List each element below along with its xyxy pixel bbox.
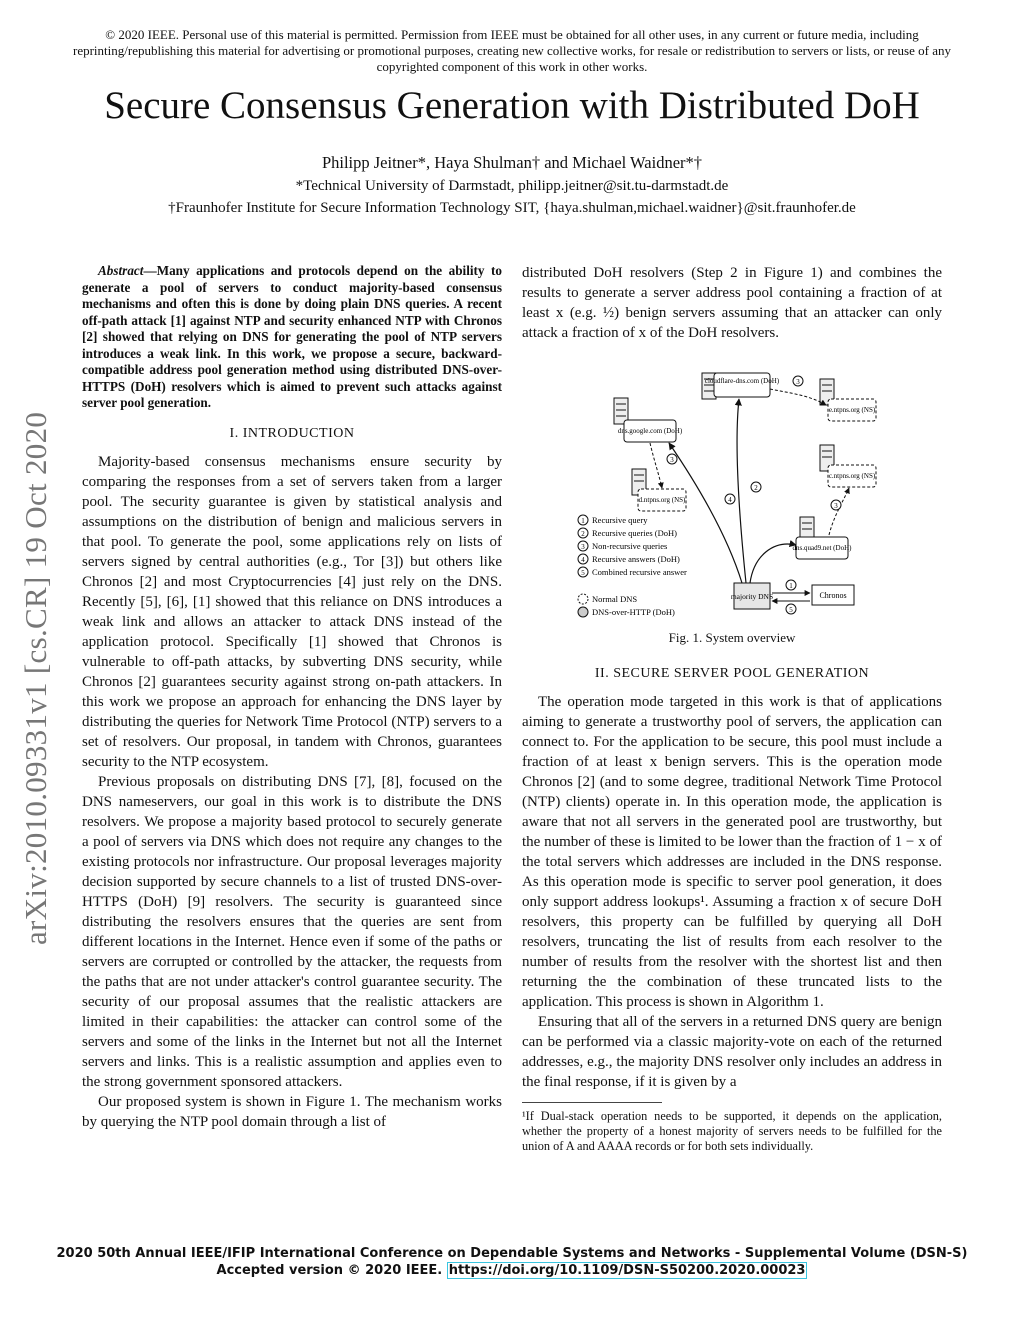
right-paragraph-1: distributed DoH resolvers (Step 2 in Figure 1) and combines the results to generate a server address pool containing a fraction of at least x (e.g. ½) benign servers assuming that an attacker can only attack a fraction of x of the DoH resolvers. (522, 265, 942, 341)
abstract-label: Abstract (98, 263, 144, 278)
section-2-heading: II. SECURE SERVER POOL GENERATION (594, 666, 870, 681)
conference-footer (0, 1245, 1024, 1279)
intro-paragraph-3: Our proposed system is shown in Figure 1. The mechanism works by querying the NTP pool domain through a list of (82, 1093, 502, 1130)
legend-item-3 (578, 541, 667, 551)
svg-text:4: 4 (581, 556, 585, 564)
figure-caption: Fig. 1. System overview (668, 630, 796, 645)
node-c-ntp-label: c.ntpns.org (NS) (828, 472, 876, 480)
legend (578, 515, 687, 617)
step-label-4 (725, 494, 735, 504)
node-chronos-label: Chronos (819, 591, 847, 600)
svg-text:3: 3 (834, 502, 838, 510)
svg-text:5: 5 (581, 569, 585, 577)
paper-title: Secure Consensus Generation with Distributed DoH (104, 84, 920, 127)
intro-paragraph-2: Previous proposals on distributing DNS [7], [8], focused on the DNS nameservers, our goal in this work is to distribute the DNS resolvers. We propose a majority based protocol to securely generate a pool of servers via DNS which does not require any changes to the existing protocols nor infrastructure. Our proposal leverages majority decision supported by secure channels to a list of trusted DNS-over-HTTPS (DoH) [9] resolvers. The security is guaranteed since distributing the resolvers ensures that the queries are sent from different locations in the Internet. Hence even if some of the paths or servers are corrupted or controlled by the attacker, the requests from the paths that are not under attacker's control guarantee security. The security of our proposal assumes that the realistic attackers are limited in their capabilities: the attacker can control some of the servers and some of the links in the Internet but not all the Internet servers and links. This is a realistic assumption and applies even to the strong government sponsored attackers. (82, 773, 502, 1090)
step-label-3b (667, 454, 677, 464)
step-label-3c (831, 500, 841, 510)
legend-normal-dns (578, 594, 637, 604)
doi-link[interactable]: https://doi.org/10.1109/DSN-S50200.2020.00023 (448, 1263, 806, 1278)
legend-item-2 (578, 528, 677, 538)
arrow-to-cloudflare (737, 399, 746, 583)
sec2-paragraph-2: Ensuring that all of the servers in a returned DNS query are benign can be performed via a classic majority-vote on each of the returned addresses, e.g., the majority DNS resolver only includes an address in the final response, if it is given by a (522, 1014, 942, 1090)
svg-text:1: 1 (581, 517, 585, 525)
step-label-5 (786, 604, 796, 614)
node-d-ntp-label: d.ntpns.org (NS) (638, 496, 686, 504)
arrow-cloudflare-to-e (770, 389, 826, 405)
step-label-3a (793, 376, 803, 386)
svg-text:Recursive query: Recursive query (592, 515, 648, 525)
arrow-google-to-d (650, 443, 662, 488)
sec2-paragraph-1: The operation mode targeted in this work is that of applications aiming to generate a trustworthy pool of servers, the application can connect to. For the application to be secure, this pool must include a fraction of at least x benign servers. This is the operation mode Chronos [2] (and to some degree, traditional Network Time Protocol (NTP) clients) operate in. In this operation mode, the application is aware that not all servers in the generated pool are trustworthy, but the number of these is limited to be lower than the fraction of 1 − x of the total servers which addresses are included in the DNS response. As this operation mode is specific to server pool generation, it does only support address lookups¹. Assuming a fraction x of secure DoH resolvers, this property can be fulfilled by querying all DoH resolvers, truncating the list of results from each resolver to the number of results from the resolver with the shortest list and then returning the the combination of these truncated lists to the application. This process is shown in Algorithm 1. (522, 694, 942, 1010)
node-cloudflare-label: cloudflare-dns.com (DoH) (704, 377, 780, 385)
arrow-quad9-to-c (829, 488, 849, 535)
svg-text:Recursive queries (DoH): Recursive queries (DoH) (592, 528, 677, 538)
svg-text:Normal DNS: Normal DNS (592, 594, 638, 604)
node-quad9-label: dns.quad9.net (DoH) (792, 544, 852, 552)
legend-item-5 (578, 567, 687, 577)
left-column (82, 263, 502, 1132)
legend-item-1 (578, 515, 648, 525)
svg-text:5: 5 (789, 606, 793, 614)
arrow-to-google (669, 443, 742, 583)
svg-text:2: 2 (754, 484, 758, 492)
footnote-rule (522, 1102, 662, 1103)
node-e-ntp-label: e.ntpns.org (NS) (828, 406, 876, 414)
authors: Philipp Jeitner*, Haya Shulman† and Michael Waidner*† (321, 153, 703, 172)
node-google-label: dns.google.com (DoH) (617, 427, 683, 435)
svg-text:Recursive answers (DoH): Recursive answers (DoH) (592, 554, 680, 564)
svg-text:DNS-over-HTTP (DoH): DNS-over-HTTP (DoH) (592, 607, 675, 617)
footer-line-2 (0, 1262, 1024, 1279)
system-overview-figure (574, 365, 946, 625)
svg-text:3: 3 (670, 456, 674, 464)
footer-accepted: Accepted version © 2020 IEEE. (216, 1263, 443, 1278)
svg-text:3: 3 (796, 378, 800, 386)
svg-text:Non-recursive queries: Non-recursive queries (592, 541, 668, 551)
abstract-text: —Many applications and protocols depend on the ability to generate a pool of servers to conduct majority-based consensus mechanisms and often this is done by doing plain DNS queries. A recent off-path attack [1] against NTP and security enhanced NTP with Chronos [2] showed that relying on DNS for generating the pool of NTP servers introduces a weak link. In this work, we propose a secure, backward-compatible address pool generation method using distributed DNS-over-HTTPS (DoH) resolvers which is aimed to prevent such attacks against server pool generation. (82, 263, 502, 410)
step-label-2 (751, 482, 761, 492)
legend-item-4 (578, 554, 680, 564)
right-column (522, 263, 942, 343)
affiliation-1: *Technical University of Darmstadt, philipp.jeitner@sit.tu-darmstadt.de (295, 178, 729, 194)
section-1-heading: I. INTRODUCTION (229, 425, 355, 441)
node-majority-label: majority DNS (730, 592, 774, 601)
svg-text:2: 2 (581, 530, 585, 538)
legend-doh (578, 607, 675, 617)
affiliation-2: †Fraunhofer Institute for Secure Information Technology SIT, {haya.shulman,michael.waidner}@sit.fraunhofer.de (168, 200, 856, 216)
intro-paragraph-1: Majority-based consensus mechanisms ensure security by comparing the responses from a set of servers taken from a larger pool. The security guarantee is given by statistical analysis and assumptions on the distribution of benign and malicious servers in that pool. To generate the pool, some applications rely on lists of servers signed by central authorities (e.g., Tor [3]) but others like Chronos [2] and most Cryptocurrencies [4] just rely on the DNS. Recently [5], [6], [1] showed that this reliance on DNS introduces a weak link and allows an attacker to attack DNS instead of the application protocol. Specifically [1] showed that Chronos is vulnerable to off-path attacks, by subverting DNS security, while Chronos [2] guarantees security against strong on-path attackers. In this work we propose an approach for enhancing the DNS layer by distributing the queries for Network Time Protocol (NTP) servers to a set of resolvers. Our proposal, in tandem with Chronos, guarantees security to the NTP ecosystem. (82, 453, 502, 770)
copyright-notice: © 2020 IEEE. Personal use of this material is permitted. Permission from IEEE must be obtained for all other uses, in any current or future media, including reprinting/republishing this material for advertising or promotional purposes, creating new collective works, for resale or redistribution to servers or lists, or reuse of any copyrighted component of this work in other works. (73, 27, 951, 74)
svg-text:1: 1 (789, 582, 793, 590)
svg-text:3: 3 (581, 543, 585, 551)
abstract (82, 263, 502, 412)
footnote: ¹If Dual-stack operation needs to be supported, it depends on the application, whether the property of a honest majority of servers needs to be fulfilled for the union of A and AAAA records or for both sets individually. (522, 1109, 942, 1153)
footer-line-1: 2020 50th Annual IEEE/IFIP International Conference on Dependable Systems and Networks - Supplemental Volume (DSN-S) (56, 1246, 968, 1261)
arrow-to-quad9 (750, 544, 796, 583)
right-column-section-2 (522, 664, 942, 1154)
svg-text:4: 4 (728, 496, 732, 504)
arxiv-stamp: arXiv:2010.09331v1 [cs.CR] 19 Oct 2020 (18, 411, 53, 945)
step-label-1 (786, 580, 796, 590)
svg-text:Combined recursive answer: Combined recursive answer (592, 567, 687, 577)
